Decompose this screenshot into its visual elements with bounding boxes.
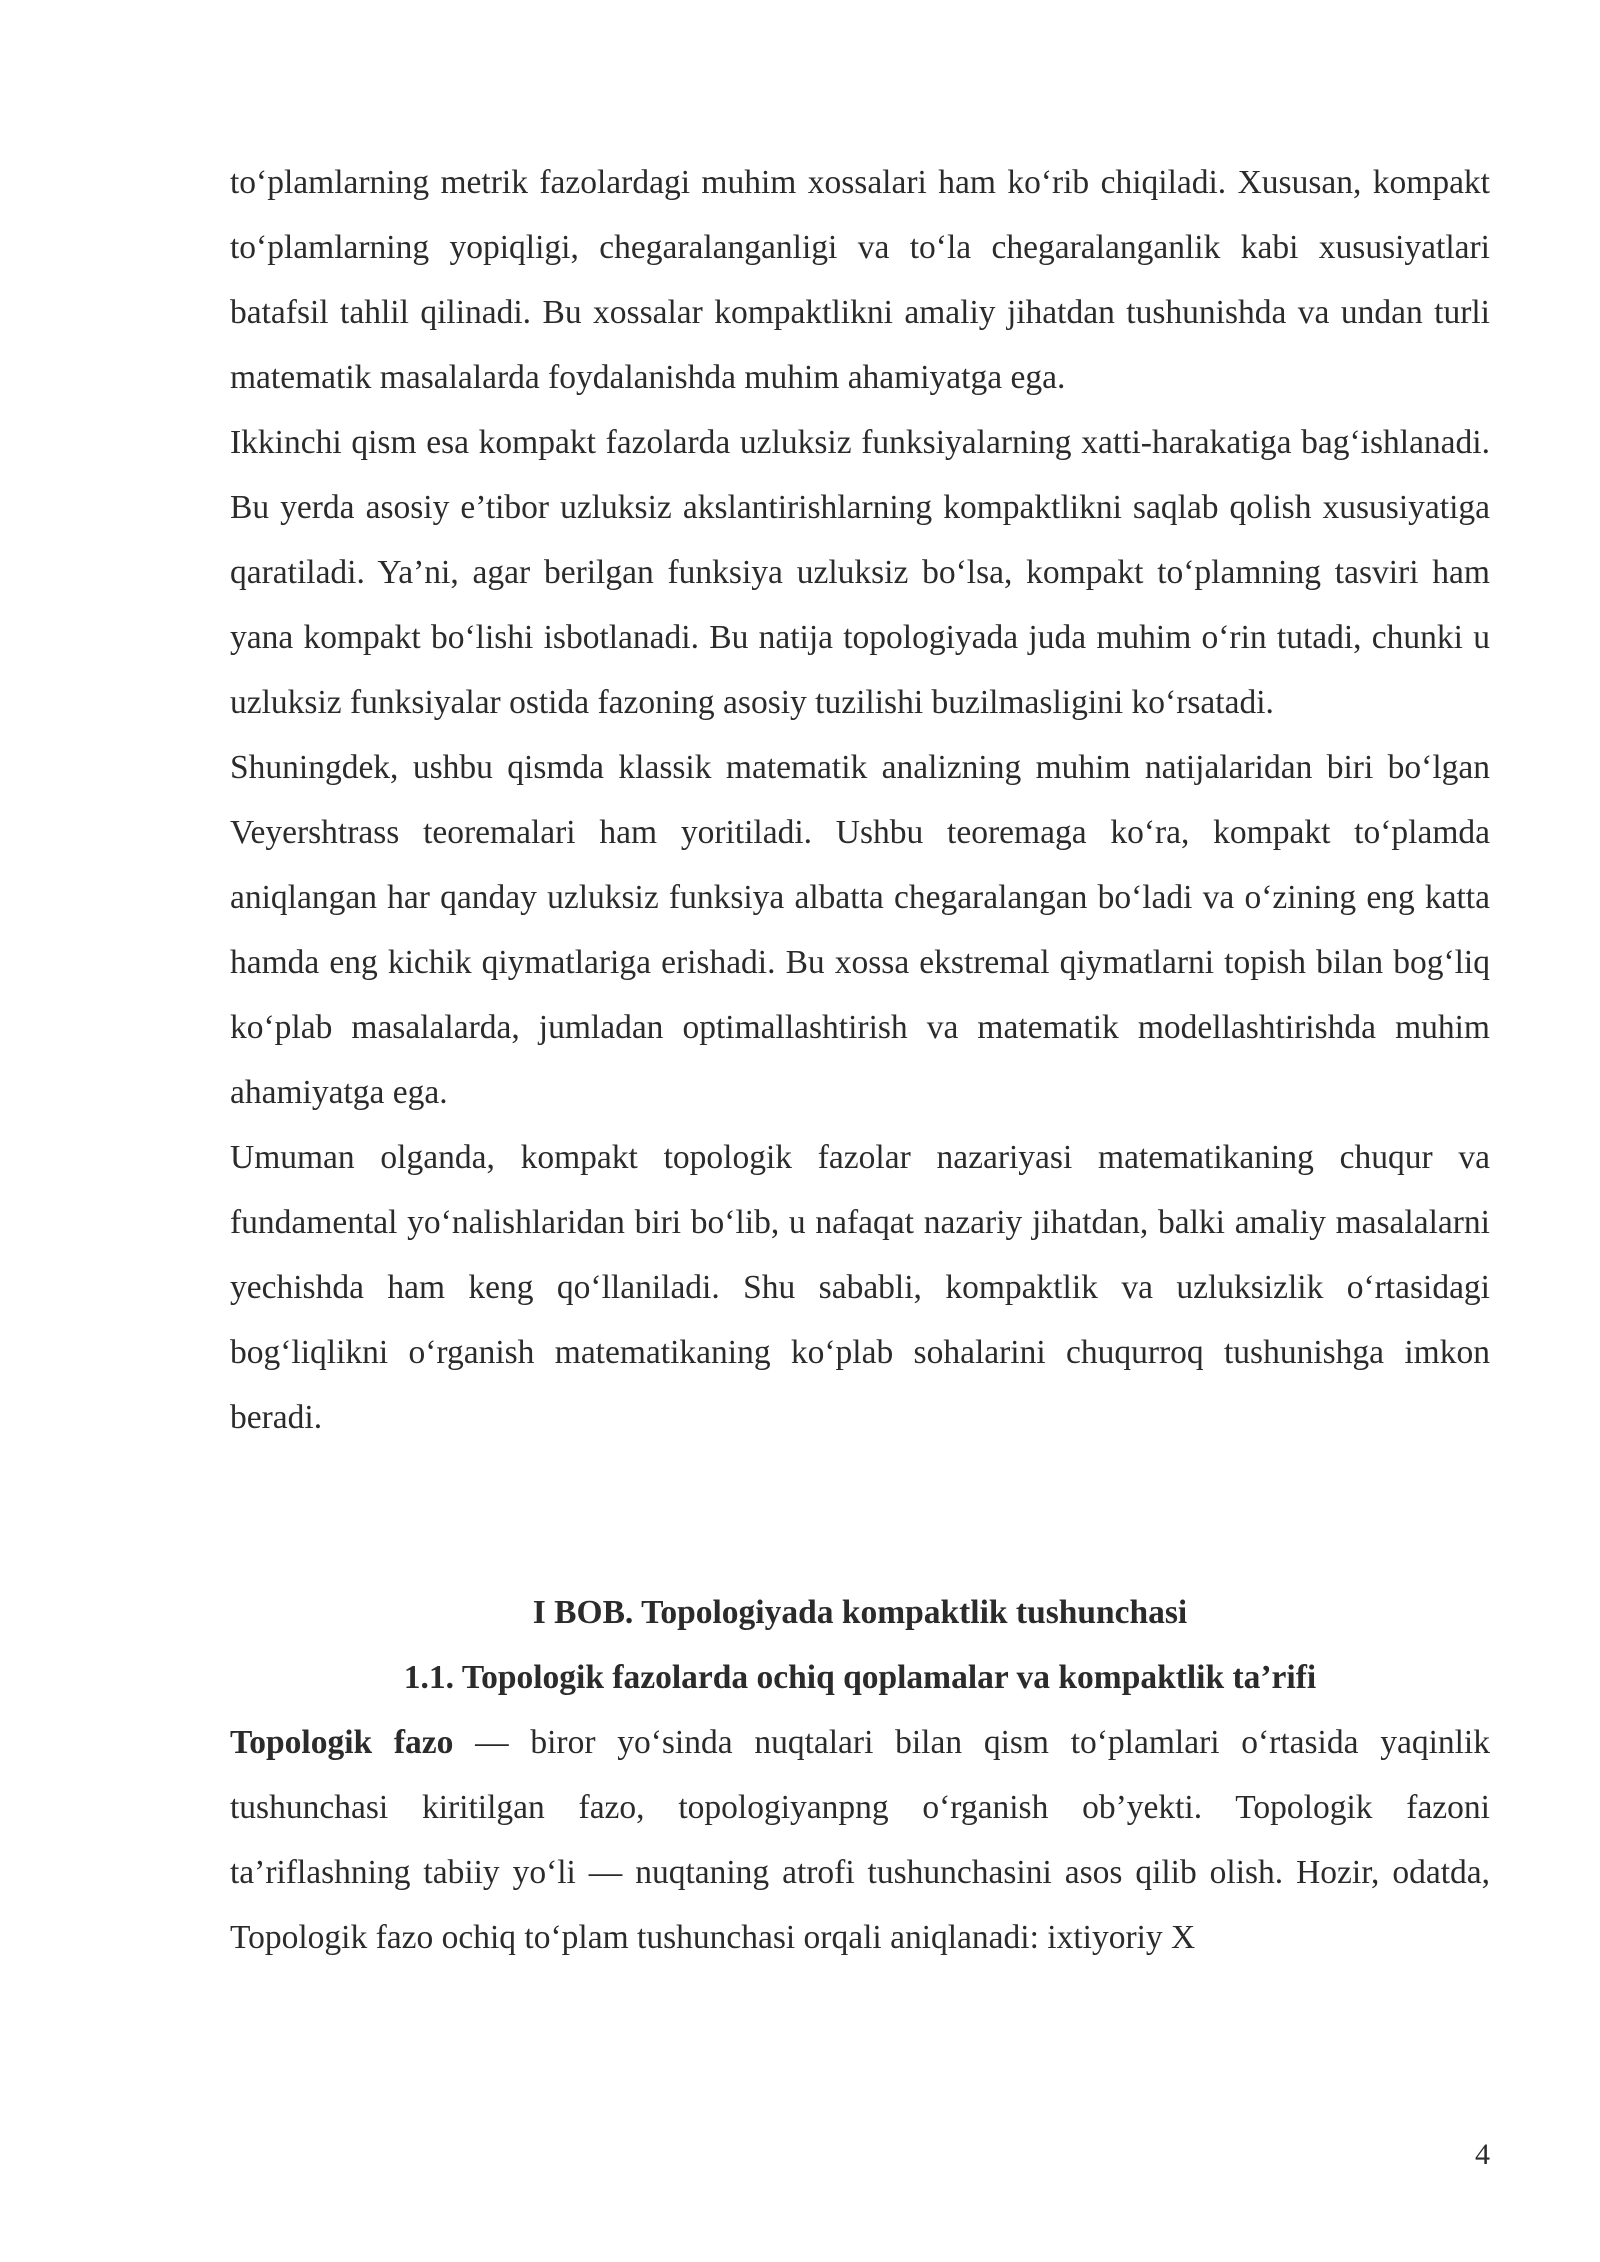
chapter-title: I BOB. Topologiyada kompaktlik tushunchasi [532, 1594, 1188, 1631]
paragraph-2: Ikkinchi qism esa kompakt fazolarda uzluksiz funksiyalarning xatti-harakatiga bag‘ishlanadi. Bu yerda asosiy e’tibor uzluksiz akslantirishlarning kompaktlikni saqlab qolish xususiyatiga qaratiladi. Ya’ni, agar berilgan funksiya uzluksiz bo‘lsa, kompakt to‘plamning tasviri ham yana kompakt bo‘lishi isbotlanadi. Bu natija topologiyada juda muhim o‘rin tutadi, chunki u uzluksiz funksiyalar ostida fazoning asosiy tuzilishi buzilmasligini ko‘rsatadi. [230, 424, 1490, 721]
document-page [230, 150, 1490, 1970]
definition-term: Topologik fazo [230, 1724, 454, 1761]
paragraph-3: Shuningdek, ushbu qismda klassik matematik analizning muhim natijalaridan biri bo‘lgan Veyershtrass teoremalari ham yoritiladi. Ushbu teoremaga ko‘ra, kompakt to‘plamda aniqlangan har qanday uzluksiz funksiya albatta chegaralangan bo‘ladi va o‘zining eng katta hamda eng kichik qiymatlariga erishadi. Bu xossa ekstremal qiymatlarni topish bilan bog‘liq ko‘plab masalalarda, jumladan optimallashtirish va matematik modellashtirishda muhim ahamiyatga ega. [230, 749, 1490, 1111]
paragraph-1: to‘plamlarning metrik fazolardagi muhim xossalari ham ko‘rib chiqiladi. Xususan, kompakt to‘plamlarning yopiqligi, chegaralanganligi va to‘la chegaralanganlik kabi xususiyatlari batafsil tahlil qilinadi. Bu xossalar kompaktlikni amaliy jihatdan tushunishda va undan turli matematik masalalarda foydalanishda muhim ahamiyatga ega. [230, 164, 1490, 396]
definition-text: — biror yo‘sinda nuqtalari bilan qism to‘plamlari o‘rtasida yaqinlik tushunchasi kiritilgan fazo, topologiyanpng o‘rganish ob’yekti. Topologik fazoni ta’riflashning tabiiy yo‘li — nuqtaning atrofi tushunchasini asos qilib olish. Hozir, odatda, Topologik fazo ochiq to‘plam tushunchasi orqali aniqlanadi: ixtiyoriy X [230, 1724, 1490, 1956]
section-title: 1.1. Topologik fazolarda ochiq qoplamalar va kompaktlik ta’rifi [403, 1659, 1317, 1696]
paragraph-4: Umuman olganda, kompakt topologik fazolar nazariyasi matematikaning chuqur va fundamental yo‘nalishlaridan biri bo‘lib, u nafaqat nazariy jihatdan, balki amaliy masalalarni yechishda ham keng qo‘llaniladi. Shu sababli, kompaktlik va uzluksizlik o‘rtasidagi bog‘liqlikni o‘rganish matematikaning ko‘plab sohalarini chuqurroq tushunishga imkon beradi. [230, 1139, 1490, 1436]
definition-paragraph [230, 1710, 1490, 1970]
section-gap [230, 1450, 1490, 1580]
page-number: 4 [1475, 2138, 1490, 2171]
